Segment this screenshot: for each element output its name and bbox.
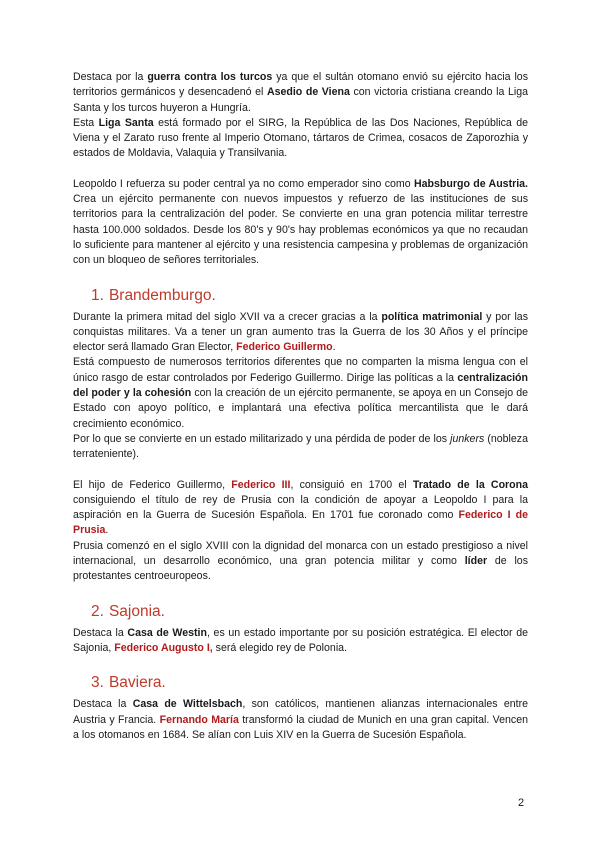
heading-sajonia [91,602,528,621]
highlight-federico-guillermo: Federico Guillermo [236,341,333,354]
highlight-fernando-maria: Fernando María [159,713,239,726]
bold-casa-westin: Casa de Westin [127,626,207,639]
heading-number: 2. [91,602,104,620]
paragraph-junkers: Por lo que se convierte en un estado militarizado y una pérdida de poder de los junkers (nobleza terrateniente). [73,432,528,461]
italic-junkers: junkers [450,432,485,445]
bold-lider: líder [464,555,488,568]
page-number: 2 [518,797,525,809]
bold-tratado-corona: Tratado de la Corona [412,478,529,491]
document-body [73,70,528,743]
paragraph-prusia: Prusia comenzó en el siglo XVIII con la dignidad del monarca con un estado prestigioso a nivel internacional, un desarrollo económico, una gran potencia militar y como líder de los protestantes centroeuropeos. [73,539,528,583]
paragraph-territorios: Está compuesto de numerosos territorios diferentes que no comparten la misma lengua con el único rasgo de estar controlados por Federigo Guillermo. Dirige las políticas a la centralización del poder y la cohesión con la creación de un ejército permanente, se apoya en un Consejo de Estado con apoyo político, e implantará una efectiva política mercantilista que le dará crecimiento económico. [73,356,528,430]
paragraph-brandemburgo-intro: Durante la primera mitad del siglo XVII va a crecer gracias a la política matrimonial y por las conquistas militares. Va a tener un gran aumento tras la Guerra de los 30 Años y el príncipe elector será llamado Gran Elector, Federico Guillermo. [73,310,528,354]
paragraph-liga-santa: Esta Liga Santa está formado por el SIRG, la República de las Dos Naciones, República de Viena y el Zarato ruso frente al Imperio Otomano, tártaros de Crimea, cosacos de Zaporozhia y estados de Moldavia, Valaquia y Transilvania. [73,116,528,160]
paragraph-sajonia: Destaca la Casa de Westin, es un estado importante por su posición estratégica. El elector de Sajonia, Federico Augusto I, será elegido rey de Polonia. [73,626,529,654]
heading-title: Brandemburgo. [108,286,216,304]
heading-number: 1. [91,286,104,304]
bold-guerra-turcos: guerra contra los turcos [147,71,273,83]
heading-title: Baviera. [108,674,166,692]
paragraph-baviera: Destaca la Casa de Wittelsbach, son católicos, mantienen alianzas internacionales entre Austria y Francia. Fernando María transformó la ciudad de Munich en una gran capital. Vencen a los otomanos en 1684. Se alían con Luis XIV en la Guerra de Sucesión Española. [73,698,529,741]
paragraph-leopoldo: Leopoldo I refuerza su poder central ya no como emperador sino como Habsburgo de Austria. Crea un ejército permanente con nuevos impuestos y refuerzo de las instituciones de sus territorios para la centralización del poder. Se convierte en una gran potencia militar terrestre hasta 100.000 soldados. Desde los 80's y 90's hay problemas económicos ya que no recaudan lo suficiente para mantener al ejército y una resistencia campesina y problemas de organización con un bloqueo de señores territoriales. [73,177,529,267]
heading-brandemburgo [91,286,528,305]
bold-centralizacion: centralización del poder y la cohesión [73,371,528,400]
highlight-federico-iii: Federico III [231,478,291,491]
paragraph-federico-iii: El hijo de Federico Guillermo, Federico III, consiguió en 1700 el Tratado de la Corona consiguiendo el título de rey de Prusia con la condición de apoyar a Leopoldo I para la aspiración en la Guerra de Sucesión Española. En 1701 fue coronado como Federico I de Prusia. [73,478,529,537]
highlight-federico-i-prusia: Federico I de Prusia [73,509,528,537]
highlight-federico-augusto: Federico Augusto I, [114,641,213,654]
heading-title: Sajonia. [108,602,165,620]
heading-number: 3. [91,674,104,692]
bold-liga-santa: Liga Santa [98,116,154,129]
heading-baviera [91,673,528,692]
bold-politica-matrimonial: política matrimonial [381,310,483,323]
bold-asedio-viena: Asedio de Viena [266,86,350,99]
paragraph-turcos: Destaca por la guerra contra los turcos ya que el sultán otomano envió su ejército hacia los territorios germánicos y desencadenó el Asedio de Viena con victoria cristiana creando la Liga Santa y los turcos huyeron a Hungría. [73,71,528,114]
bold-casa-wittelsbach: Casa de Wittelsbach [132,698,243,711]
bold-habsburgo: Habsburgo de Austria. [414,177,529,190]
